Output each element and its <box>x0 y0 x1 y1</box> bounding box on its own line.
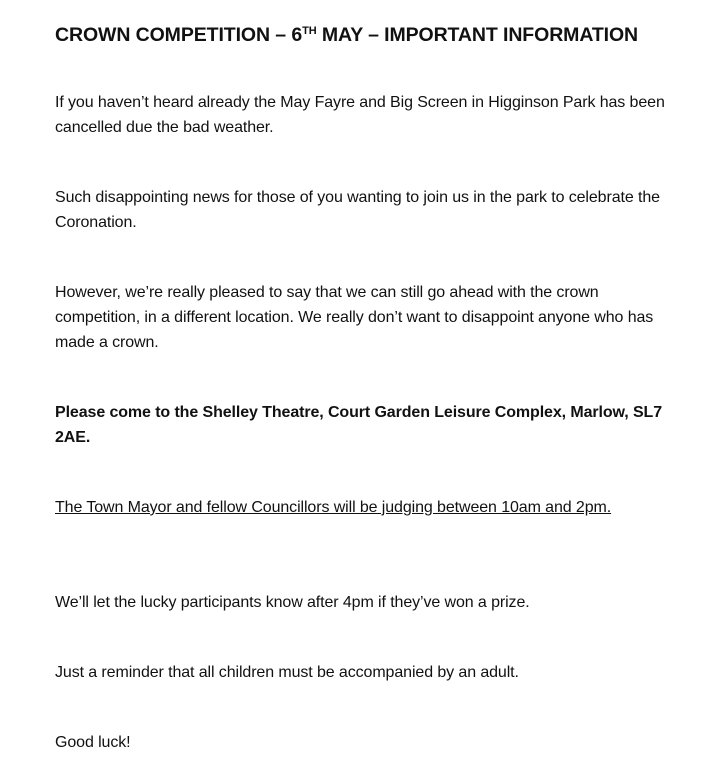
paragraph-adult-reminder: Just a reminder that all children must be accompanied by an adult. <box>55 664 519 681</box>
paragraph-results-notice: We’ll let the lucky participants know after 4pm if they’ve won a prize. <box>55 594 530 611</box>
document-title <box>55 22 638 51</box>
paragraph-competition-continues: However, we’re really pleased to say that we can still go ahead with the crown competition, in a different location. We really don’t want to disappoint anyone who has made a crown. <box>55 284 654 351</box>
paragraph-disappointing-news: Such disappointing news for those of you wanting to join us in the park to celebrate the Coronation. <box>55 189 660 231</box>
paragraph-judging-times: The Town Mayor and fellow Councillors will be judging between 10am and 2pm. <box>55 499 612 516</box>
paragraph-cancellation: If you haven’t heard already the May Fayre and Big Screen in Higginson Park has been cancelled due the bad weather. <box>55 94 665 136</box>
title-suffix: MAY – IMPORTANT INFORMATION <box>316 24 639 46</box>
title-prefix: CROWN COMPETITION – 6 <box>55 24 303 46</box>
paragraph-new-location: Please come to the Shelley Theatre, Court Garden Leisure Complex, Marlow, SL7 2AE. <box>55 404 662 446</box>
title-ordinal-superscript: TH <box>302 25 317 37</box>
paragraph-sign-off: Good luck! <box>55 734 131 751</box>
